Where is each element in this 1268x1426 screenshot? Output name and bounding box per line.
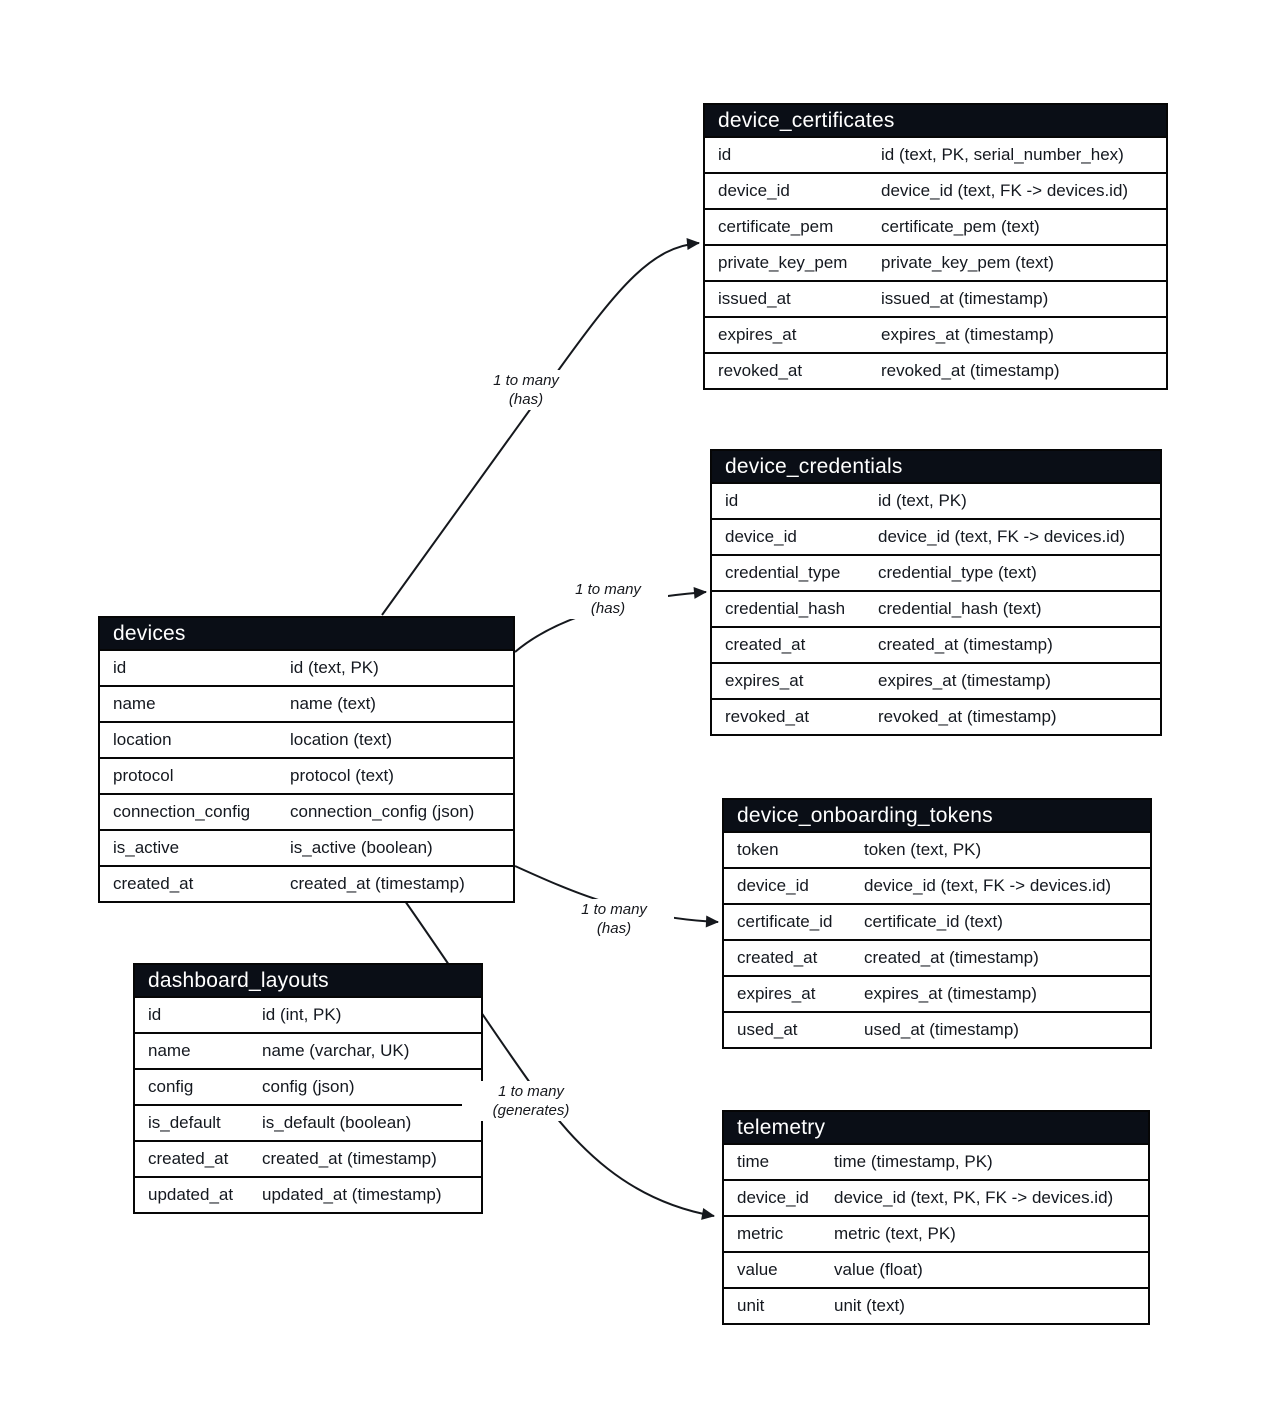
table-rows [705,136,1166,388]
field-name: device_id [718,181,790,200]
table-row [712,626,1160,662]
relationship-cardinality: 1 to many [498,1083,564,1100]
table-row [712,554,1160,590]
table-row [712,482,1160,518]
table-row [705,136,1166,172]
table-row [705,280,1166,316]
table-row [705,208,1166,244]
relationship-line-devices-to-device-certificates [382,243,699,615]
field-type: updated_at (timestamp) [262,1185,442,1204]
field-type: device_id (text, PK, FK -> devices.id) [834,1188,1114,1207]
relationship-verb: (has) [508,391,544,408]
table-dashboard-layouts [133,963,483,1214]
table-row [712,518,1160,554]
table-row [724,1179,1148,1215]
field-type: token (text, PK) [864,840,982,859]
field-type: private_key_pem (text) [881,253,1054,272]
field-type: created_at (timestamp) [864,948,1039,967]
field-name: updated_at [148,1185,234,1204]
table-row [100,865,513,901]
table-telemetry [722,1110,1150,1325]
table-rows [712,482,1160,734]
relationship-verb: (has) [596,920,632,937]
field-name: id [148,1005,162,1024]
table-row [712,662,1160,698]
field-name: credential_hash [725,599,846,618]
field-type: connection_config (json) [290,802,475,821]
field-name: certificate_id [737,912,833,931]
field-type: device_id (text, FK -> devices.id) [864,876,1112,895]
field-type: credential_hash (text) [878,599,1042,618]
table-row [724,1215,1148,1251]
table-row [705,352,1166,388]
table-row [100,685,513,721]
table-row [705,244,1166,280]
field-type: certificate_id (text) [864,912,1003,931]
table-row [724,903,1150,939]
field-type: certificate_pem (text) [881,217,1040,236]
table-rows [724,831,1150,1047]
table-title: device_credentials [712,451,1160,482]
table-row [724,831,1150,867]
field-name: config [148,1077,194,1096]
table-rows [100,649,513,901]
field-name: device_id [737,1188,809,1207]
field-type: expires_at (timestamp) [878,671,1051,690]
field-name: id [113,658,127,677]
relationship-cardinality: 1 to many [575,581,641,598]
field-name: issued_at [718,289,791,308]
field-type: used_at (timestamp) [864,1020,1019,1039]
field-name: used_at [737,1020,798,1039]
table-row [724,939,1150,975]
field-name: name [113,694,156,713]
field-name: device_id [725,527,797,546]
relationship-verb: (has) [590,600,626,617]
table-title: device_certificates [705,105,1166,136]
field-name: metric [737,1224,784,1243]
table-device-certificates [703,103,1168,390]
table-device-onboarding-tokens [722,798,1152,1049]
field-type: id (int, PK) [262,1005,342,1024]
table-row [135,1068,481,1104]
field-type: created_at (timestamp) [262,1149,437,1168]
table-title: dashboard_layouts [135,965,481,996]
field-name: protocol [113,766,174,785]
table-row [712,590,1160,626]
table-row [135,1032,481,1068]
field-name: unit [737,1296,765,1315]
field-name: id [718,145,732,164]
field-type: is_default (boolean) [262,1113,412,1132]
relationship-cardinality: 1 to many [493,372,559,389]
field-type: created_at (timestamp) [290,874,465,893]
field-name: certificate_pem [718,217,834,236]
field-type: id (text, PK) [878,491,967,510]
field-name: created_at [113,874,194,893]
table-row [712,698,1160,734]
field-name: name [148,1041,191,1060]
field-type: name (varchar, UK) [262,1041,410,1060]
table-row [100,721,513,757]
field-name: expires_at [725,671,804,690]
field-type: name (text) [290,694,376,713]
table-row [100,649,513,685]
field-name: connection_config [113,802,251,821]
field-name: private_key_pem [718,253,848,272]
field-type: issued_at (timestamp) [881,289,1049,308]
field-type: config (json) [262,1077,355,1096]
table-row [724,867,1150,903]
table-devices [98,616,515,903]
field-type: value (float) [834,1260,923,1279]
relationship-label-devices-onboarding-tokens [554,899,674,939]
field-type: is_active (boolean) [290,838,433,857]
field-type: device_id (text, FK -> devices.id) [878,527,1126,546]
field-type: metric (text, PK) [834,1224,956,1243]
field-type: revoked_at (timestamp) [878,707,1057,726]
field-type: unit (text) [834,1296,905,1315]
table-row [705,172,1166,208]
relationship-verb: (generates) [492,1102,570,1119]
table-title: devices [100,618,513,649]
table-row [724,1287,1148,1323]
table-row [135,996,481,1032]
field-name: created_at [148,1149,229,1168]
field-type: credential_type (text) [878,563,1037,582]
table-rows [724,1143,1148,1323]
field-name: revoked_at [718,361,803,380]
field-name: is_default [148,1113,221,1132]
field-name: location [113,730,172,749]
table-row [100,829,513,865]
field-type: device_id (text, FK -> devices.id) [881,181,1129,200]
field-type: expires_at (timestamp) [881,325,1054,344]
table-title: telemetry [724,1112,1148,1143]
field-name: token [737,840,779,859]
table-row [135,1176,481,1212]
table-row [705,316,1166,352]
field-type: id (text, PK, serial_number_hex) [881,145,1124,164]
field-type: time (timestamp, PK) [834,1152,993,1171]
field-name: created_at [725,635,806,654]
relationship-label-devices-certificates [466,370,586,410]
relationship-cardinality: 1 to many [581,901,647,918]
field-type: revoked_at (timestamp) [881,361,1060,380]
relationship-label-devices-telemetry [462,1081,600,1121]
table-row [724,975,1150,1011]
relationship-label-devices-credentials [548,579,668,619]
table-row [100,793,513,829]
table-rows [135,996,481,1212]
field-name: id [725,491,739,510]
field-name: value [737,1260,778,1279]
field-type: created_at (timestamp) [878,635,1053,654]
field-name: is_active [113,838,180,857]
field-name: credential_type [725,563,841,582]
field-type: id (text, PK) [290,658,379,677]
field-name: revoked_at [725,707,810,726]
table-row [724,1011,1150,1047]
table-row [135,1104,481,1140]
field-name: created_at [737,948,818,967]
field-name: time [737,1152,770,1171]
table-row [100,757,513,793]
field-type: expires_at (timestamp) [864,984,1037,1003]
table-row [724,1143,1148,1179]
field-type: location (text) [290,730,393,749]
table-device-credentials [710,449,1162,736]
field-name: device_id [737,876,809,895]
table-row [724,1251,1148,1287]
field-type: protocol (text) [290,766,394,785]
table-title: device_onboarding_tokens [724,800,1150,831]
field-name: expires_at [737,984,816,1003]
table-row [135,1140,481,1176]
field-name: expires_at [718,325,797,344]
